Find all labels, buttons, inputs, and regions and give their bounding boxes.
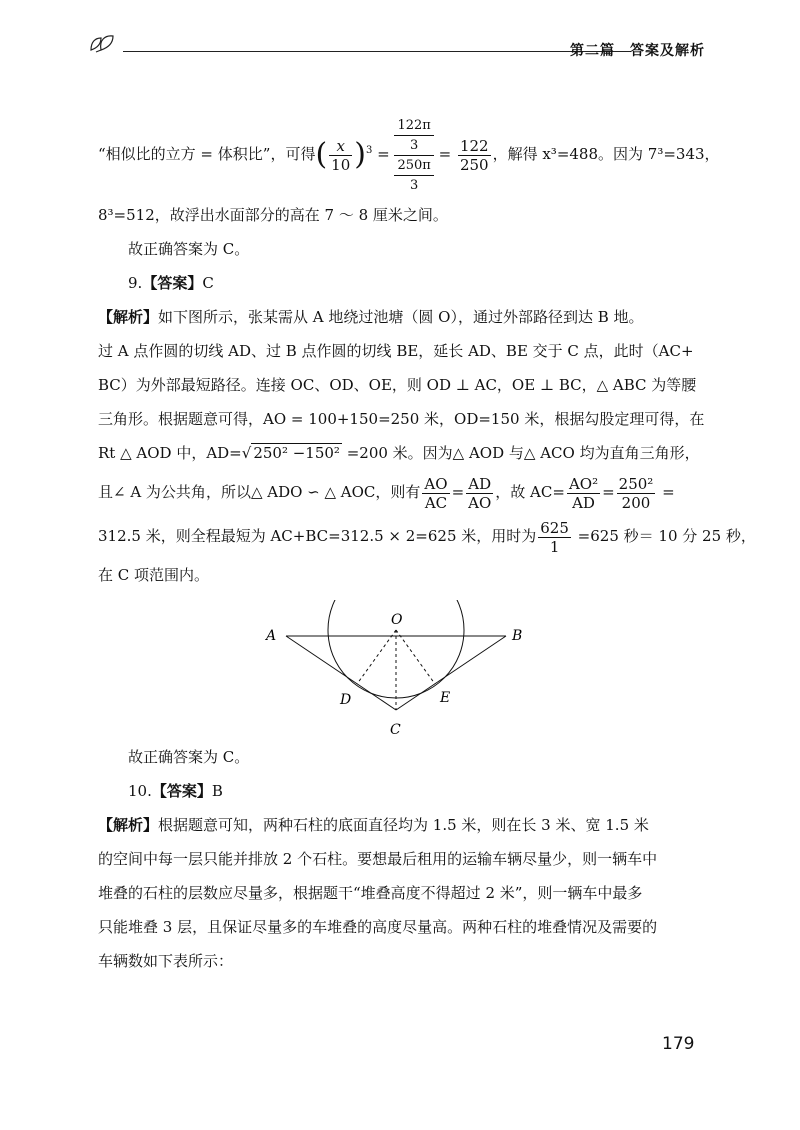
q10-analysis-line: 【解析】根据题意可知，两种石柱的底面直径均为 1.5 米，则在长 3 米、宽 1.5 米 bbox=[98, 816, 649, 834]
compound-fraction: 122π 3 250π 3 bbox=[394, 117, 433, 194]
label-c: C bbox=[390, 722, 401, 738]
answer-conclusion: 故正确答案为 C。 bbox=[128, 240, 250, 258]
text-line: 三角形。根据题意可得，AO = 100+150=250 米，OD=150 米，根据勾股定理可得，在 bbox=[98, 410, 705, 428]
sprout-icon bbox=[85, 30, 121, 54]
label-b: B bbox=[512, 628, 523, 644]
text-line: 堆叠的石柱的层数应尽量多，根据题干“堆叠高度不得超过 2 米”，则一辆车中最多 bbox=[98, 884, 643, 902]
label-e: E bbox=[440, 690, 451, 706]
q10-answer-line: 10.【答案】B bbox=[128, 782, 223, 800]
label-a: A bbox=[266, 628, 277, 644]
answer-conclusion: 故正确答案为 C。 bbox=[128, 748, 250, 766]
segment-oe bbox=[396, 630, 435, 684]
page-number: 179 bbox=[662, 1034, 695, 1054]
fraction-122-250: $\frac{122}{250}$ bbox=[459, 136, 489, 174]
volume-ratio-line: “相似比的立方 = 体积比”，可得( $\frac{x}{10}$ )$^3$ = 122π 3 250π 3 = $\frac{122}{250}$ ，解得 x³=488。因为 7³=343， bbox=[98, 117, 720, 193]
sqrt-expression: √ 250² −150² bbox=[241, 444, 340, 462]
text-line: 且∠ A 为公共角，所以△ ADO ∽ △ AOC，则有 $\frac{AO}{AC}$ = $\frac{AD}{AO}$ ，故 AC= $\frac{\text{AO²}}{AD}$ = $\frac{\text{250²}}{200}$ = bbox=[98, 474, 675, 512]
text-line: 8³=512，故浮出水面部分的高在 7 ～ 8 厘米之间。 bbox=[98, 206, 448, 224]
geometry-diagram bbox=[260, 600, 530, 740]
page-content bbox=[98, 108, 756, 978]
section-title: 第二篇 答案及解析 bbox=[570, 43, 705, 59]
text-line: 车辆数如下表所示： bbox=[98, 952, 234, 970]
segment-bc bbox=[396, 636, 506, 710]
header-rule bbox=[123, 51, 631, 52]
text-line: 只能堆叠 3 层，且保证尽量多的车堆叠的高度尽量高。两种石柱的堆叠情况及需要的 bbox=[98, 918, 658, 936]
text-line: 过 A 点作圆的切线 AD、过 B 点作圆的切线 BE，延长 AD、BE 交于 C 点，此时（AC+ bbox=[98, 342, 694, 360]
label-o: O bbox=[391, 612, 403, 628]
q9-analysis-line: 【解析】如下图所示，张某需从 A 地绕过池塘（圆 O），通过外部路径到达 B 地。 bbox=[98, 308, 644, 326]
segment-od bbox=[357, 630, 396, 684]
page-header bbox=[85, 30, 705, 60]
text-line: 在 C 项范围内。 bbox=[98, 566, 210, 584]
text-line: Rt △ AOD 中，AD=√ 250² −150² =200 米。因为△ AOD 与△ ACO 均为直角三角形， bbox=[98, 436, 696, 470]
x-over-10: $\frac{x}{10}$ bbox=[331, 136, 351, 174]
text-line: BC）为外部最短路径。连接 OC、OD、OE，则 OD ⊥ AC，OE ⊥ BC，△ ABC 为等腰 bbox=[98, 376, 697, 394]
q9-answer-line: 9.【答案】C bbox=[128, 274, 214, 292]
text-line: 312.5 米，则全程最短为 AC+BC=312.5 × 2=625 米，用时为 $\frac{625}{1}$ =625 秒＝ 10 分 25 秒， bbox=[98, 518, 756, 556]
label-d: D bbox=[340, 692, 352, 708]
text-line: 的空间中每一层只能并排放 2 个石柱。要想最后租用的运输车辆尽量少，则一辆车中 bbox=[98, 850, 658, 868]
